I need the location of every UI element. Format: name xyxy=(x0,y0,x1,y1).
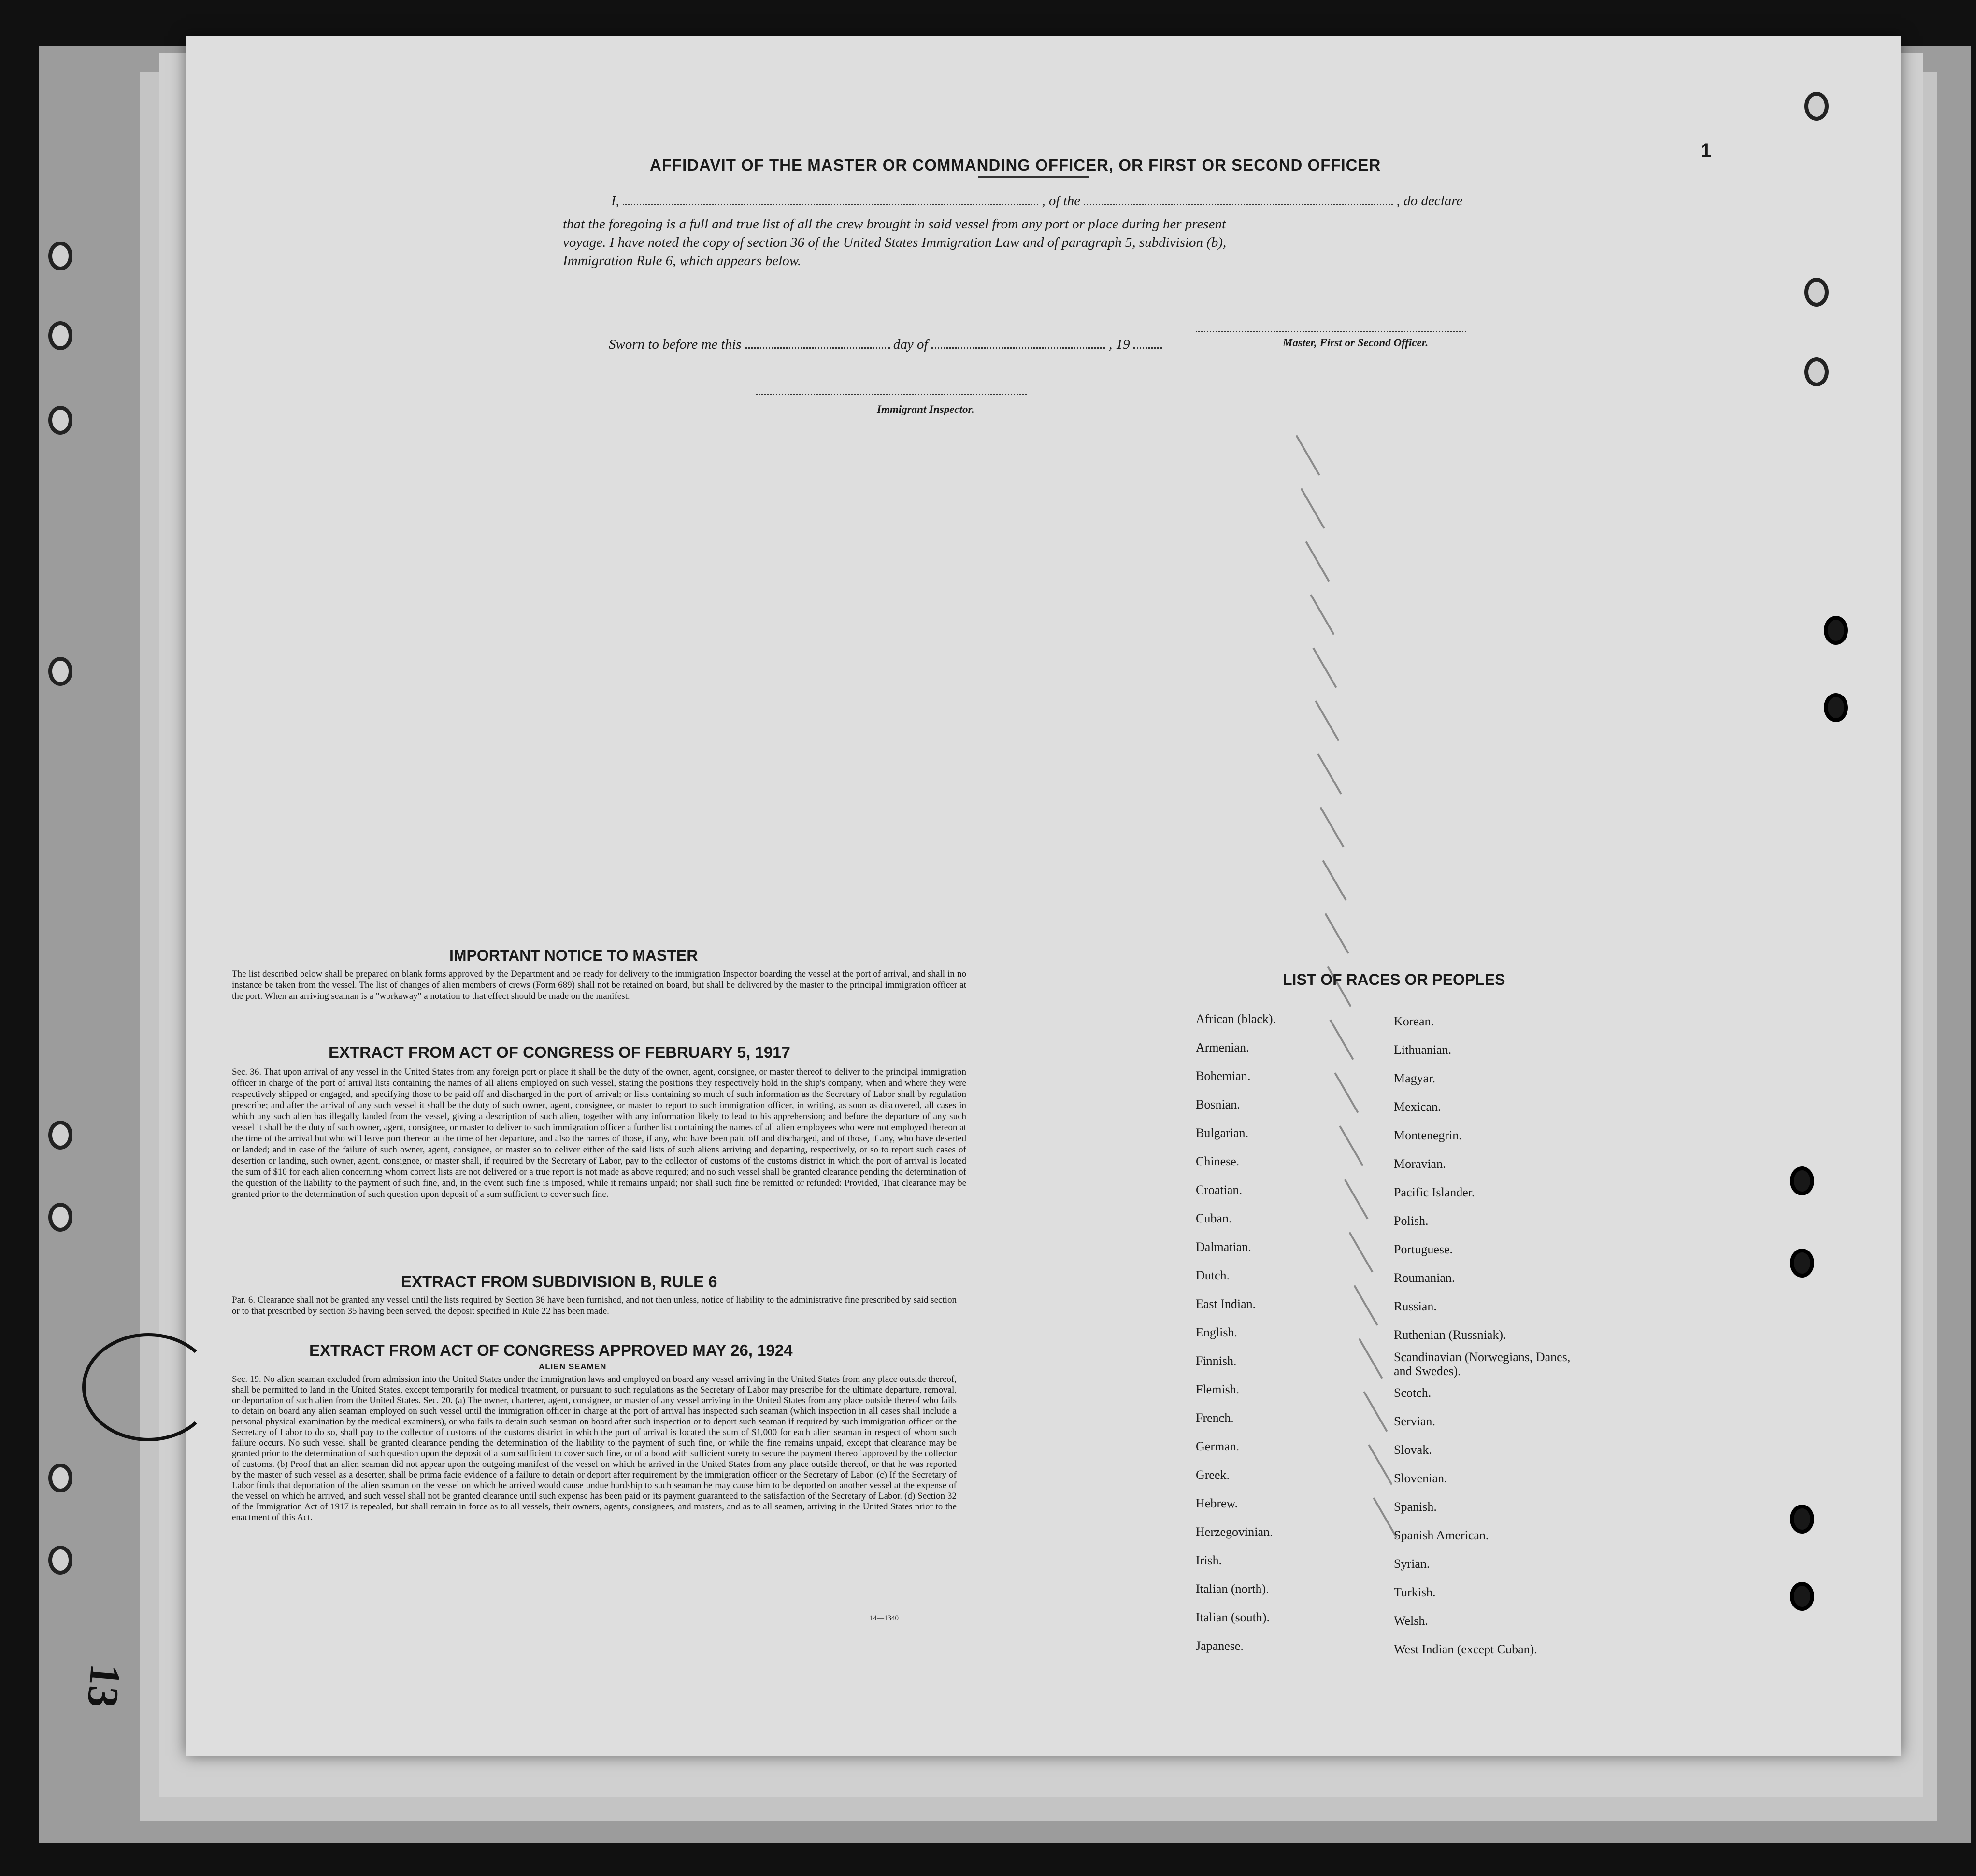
race-item: Herzegovinian. xyxy=(1196,1525,1273,1539)
race-item: Portuguese. xyxy=(1394,1242,1453,1256)
race-item: Croatian. xyxy=(1196,1183,1243,1197)
punch-hole-icon xyxy=(1824,616,1848,645)
race-item: Montenegrin. xyxy=(1394,1128,1462,1142)
race-item: Irish. xyxy=(1196,1553,1222,1567)
races-title: LIST OF RACES OR PEOPLES xyxy=(1283,971,1505,988)
race-item: Welsh. xyxy=(1394,1614,1428,1628)
race-item: West Indian (except Cuban). xyxy=(1394,1642,1537,1656)
race-item: African (black). xyxy=(1196,1012,1276,1026)
binding-hole-icon xyxy=(48,242,72,270)
punch-hole-icon xyxy=(1804,92,1829,121)
notice-text: The list described below shall be prepared on blank forms approved by the Department and be ready for delivery to the immigration Inspector boarding the vessel at the port of arrival, and shall in no instance be taken from the vessel. The list of changes of alien members of crews (Form 689) shall not be retained on board, but shall be delivered by the master to the principal immigration officer at the port. When an arriving seaman is a "workaway" a notation to that effect should be made on the manifest. xyxy=(232,969,966,1001)
extract-rule6-text: Par. 6. Clearance shall not be granted any vessel until the lists required by Section 36 have been furnished, and not then unless, notice of liability to the administrative fine prescribed by said section or to that prescribed by section 35 having been served, the deposit specified in Rule 22 has been made. xyxy=(232,1295,957,1316)
race-item: Cuban. xyxy=(1196,1211,1232,1225)
race-item: Roumanian. xyxy=(1394,1271,1455,1285)
extract-rule6-title: EXTRACT FROM SUBDIVISION B, RULE 6 xyxy=(401,1273,717,1291)
affidavit-page xyxy=(186,36,1901,1756)
race-item: Pacific Islander. xyxy=(1394,1185,1475,1199)
race-item: Dalmatian. xyxy=(1196,1240,1251,1254)
do-declare-label: , do declare xyxy=(1396,193,1463,209)
binding-hole-icon xyxy=(48,406,72,435)
race-item: Lithuanian. xyxy=(1394,1043,1452,1057)
binding-hole-icon xyxy=(48,657,72,686)
race-item: Greek. xyxy=(1196,1468,1230,1482)
race-item: Flemish. xyxy=(1196,1382,1240,1396)
punch-hole-icon xyxy=(1804,278,1829,307)
inspector-signature-label: Immigrant Inspector. xyxy=(877,403,974,415)
race-item: Bohemian. xyxy=(1196,1069,1251,1083)
race-item: Dutch. xyxy=(1196,1268,1230,1282)
race-item: Servian. xyxy=(1394,1414,1435,1428)
binding-hole-icon xyxy=(48,1546,72,1575)
race-item: French. xyxy=(1196,1411,1234,1425)
race-item: Armenian. xyxy=(1196,1040,1249,1054)
race-item: Turkish. xyxy=(1394,1585,1436,1599)
notice-title: IMPORTANT NOTICE TO MASTER xyxy=(449,947,698,964)
races-right-column xyxy=(1394,1007,1577,1663)
race-item: Scotch. xyxy=(1394,1386,1432,1400)
race-item: Korean. xyxy=(1394,1014,1434,1028)
affidavit-line-1: that the foregoing is a full and true list of all the crew brought in said vessel from any port or place during her present xyxy=(563,216,1226,232)
affidavit-title: AFFIDAVIT OF THE MASTER OR COMMANDING OFFICER, OR FIRST OR SECOND OFFICER xyxy=(650,156,1381,174)
year-label: , 19 xyxy=(1109,337,1130,352)
page-number: 1 xyxy=(1701,140,1712,161)
affidavit-body xyxy=(563,215,1698,270)
race-item: Moravian. xyxy=(1394,1157,1446,1171)
extract-1924-subtitle: ALIEN SEAMEN xyxy=(539,1362,607,1371)
binding-hole-icon xyxy=(48,1121,72,1150)
binding-hole-icon xyxy=(48,1203,72,1232)
punch-hole-icon xyxy=(1790,1249,1814,1278)
affidavit-line-2: voyage. I have noted the copy of section 36 of the United States Immigration Law and of paragraph 5, subdivision (b), xyxy=(563,235,1227,250)
sworn-year-field[interactable] xyxy=(1133,347,1162,349)
race-item: Finnish. xyxy=(1196,1354,1237,1368)
race-item: English. xyxy=(1196,1325,1237,1339)
sworn-day-field[interactable] xyxy=(745,347,890,349)
sworn-label: Sworn to before me this xyxy=(609,337,742,352)
extract-1917-text: Sec. 36. That upon arrival of any vessel in the United States from any foreign port or place it shall be the duty of the owner, agent, consignee, or master thereof to deliver to the principal immigration officer in charge of the port of arrival lists containing the names of all aliens employed on such vessel, stating the positions they respectively hold in the ship's company, when and where they were respectively shipped or engaged, and specifying those to be paid off and discharged in the port of arrival; or lists containing so much of such information as the Secretary of Labor shall by regulation prescribe; and after the arrival of any such vessel it shall be the duty of such owner, agent, consignee, or master to report to such immigration officer, in writing, as soon as discovered, all cases in which any such alien has illegally landed from the vessel, giving a description of such alien, together with any information likely to lead to his apprehension; and before the departure of any such vessel it shall be the duty of such owner, agent, consignee, or master to deliver to such immigration officer a further list containing the names of all alien employees who were not employed thereon at the time of the arrival but who will leave port thereon at the time of her departure, and also the names of those, if any, who have been paid off and discharged, and of those, if any, who have deserted or landed; and in case of the failure of such owner, agent, consignee, or master so to deliver either of the said lists of such aliens arriving and departing, respectively, or so to report such cases of desertion or landing, such owner, agent, consignee, or master shall, if required by the Secretary of Labor, pay to the collector of customs of the customs district in which the port of arrival is located the sum of $10 for each alien concerning whom correct lists are not delivered or a true report is not made as above required; and no such vessel shall be granted clearance pending the determination of the question of the liability to the payment of such fine, and, in the event such fine is imposed, while it remains unpaid; nor shall such fine be remitted or refunded: Provided, That clearance may be granted prior to the determination of such question upon deposit of a sum sufficient to cover such fine. xyxy=(232,1067,966,1199)
race-item: Russian. xyxy=(1394,1299,1437,1313)
extract-1924-title: EXTRACT FROM ACT OF CONGRESS APPROVED MAY 26, 1924 xyxy=(309,1341,793,1359)
day-of-label: day of xyxy=(893,337,928,352)
master-signature-label: Master, First or Second Officer. xyxy=(1283,337,1429,349)
handwritten-loop-mark xyxy=(82,1333,215,1441)
binding-hole-icon xyxy=(48,1464,72,1492)
inspector-signature-line[interactable] xyxy=(756,394,1027,395)
master-signature-line[interactable] xyxy=(1196,331,1466,332)
race-item: Italian (south). xyxy=(1196,1610,1270,1624)
race-item: Spanish American. xyxy=(1394,1528,1489,1542)
race-item: Bulgarian. xyxy=(1196,1126,1249,1140)
race-item: East Indian. xyxy=(1196,1297,1256,1311)
race-item: Polish. xyxy=(1394,1214,1429,1228)
binding-hole-icon xyxy=(48,321,72,350)
affidavit-line-3: Immigration Rule 6, which appears below. xyxy=(563,253,802,269)
of-the-label: , of the xyxy=(1042,193,1081,209)
corner-number: 13 xyxy=(78,1662,130,1710)
race-item: Italian (north). xyxy=(1196,1582,1269,1596)
race-item: Bosnian. xyxy=(1196,1097,1240,1111)
punch-hole-icon xyxy=(1790,1582,1814,1611)
race-item: Japanese. xyxy=(1196,1639,1244,1653)
vessel-field[interactable] xyxy=(1084,204,1393,205)
declarant-line xyxy=(611,193,1462,209)
punch-hole-icon xyxy=(1804,357,1829,386)
race-item: Hebrew. xyxy=(1196,1496,1238,1510)
punch-hole-icon xyxy=(1824,693,1848,722)
form-number: 14—1340 xyxy=(870,1614,899,1622)
race-item: Scandinavian (Norwegians, Danes, and Swedes). xyxy=(1394,1350,1571,1378)
race-item: Spanish. xyxy=(1394,1500,1437,1514)
race-item: Slovak. xyxy=(1394,1443,1432,1457)
punch-hole-icon xyxy=(1790,1166,1814,1195)
sworn-line xyxy=(609,337,1162,353)
race-item: Chinese. xyxy=(1196,1154,1240,1168)
i-label: I, xyxy=(611,193,619,209)
name-field[interactable] xyxy=(623,204,1038,205)
races-left-column xyxy=(1196,1005,1379,1660)
race-item: Syrian. xyxy=(1394,1557,1430,1571)
extract-1924-text: Sec. 19. No alien seaman excluded from admission into the United States under the immigration laws and employed on board any vessel arriving in the United States from any place outside thereof, shall be permitted to land in the United States, except temporarily for medical treatment, or pursuant to such regulations as the Secretary of Labor may prescribe for the ultimate departure, removal, or deportation of such alien from the United States. Sec. 20. (a) The owner, charterer, agent, consignee, or master of any vessel arriving in the United States from any place outside thereof who fails to detain on board any alien seaman employed on such vessel until the immigration officer in charge at the port of arrival has inspected such seaman (which inspection in all cases shall include a personal physical examination by the medical examiners), or who fails to detain such seaman on board after such inspection or to deport such seaman if required by such immigration officer or the Secretary of Labor to do so, shall pay to the collector of customs of the customs district in which the port of arrival is located the sum of $1,000 for each alien seaman in respect of whom such failure occurs. No such vessel shall be granted clearance pending the determination of the liability to the payment of such fine, or while the fine remains unpaid, except that clearance may be granted prior to the determination of such question upon the deposit of a sum sufficient to cover such fine, or of a bond with sufficient surety to secure the payment thereof approved by the collector of customs. (b) Proof that an alien seaman did not appear upon the outgoing manifest of the vessel on which he arrived in the United States from any place outside thereof, or that he was reported by the master of such vessel as a deserter, shall be prima facie evidence of a failure to detain or deport after requirement by the immigration officer or the Secretary of Labor. (c) If the Secretary of Labor finds that deportation of the alien seaman on the vessel on which he arrived would cause undue hardship to such seaman he may cause him to be deported on another vessel at the expense of the vessel on which he arrived, and such vessel shall not be granted clearance until such expense has been paid or its payment guaranteed to the satisfaction of the Secretary of Labor. (d) Section 32 of the Immigration Act of 1917 is repealed, but shall remain in force as to all vessels, their owners, agents, consignees, and masters, and as to all seamen, arriving in the United States prior to the enactment of this Act. xyxy=(232,1374,957,1522)
race-item: Mexican. xyxy=(1394,1100,1441,1114)
race-item: Slovenian. xyxy=(1394,1471,1447,1485)
race-item: Ruthenian (Russniak). xyxy=(1394,1328,1506,1342)
race-item: Magyar. xyxy=(1394,1071,1435,1085)
title-rule xyxy=(978,176,1089,178)
sworn-month-field[interactable] xyxy=(931,347,1105,349)
race-item: German. xyxy=(1196,1439,1240,1453)
extract-1917-title: EXTRACT FROM ACT OF CONGRESS OF FEBRUARY 5, 1917 xyxy=(329,1043,790,1061)
punch-hole-icon xyxy=(1790,1505,1814,1534)
